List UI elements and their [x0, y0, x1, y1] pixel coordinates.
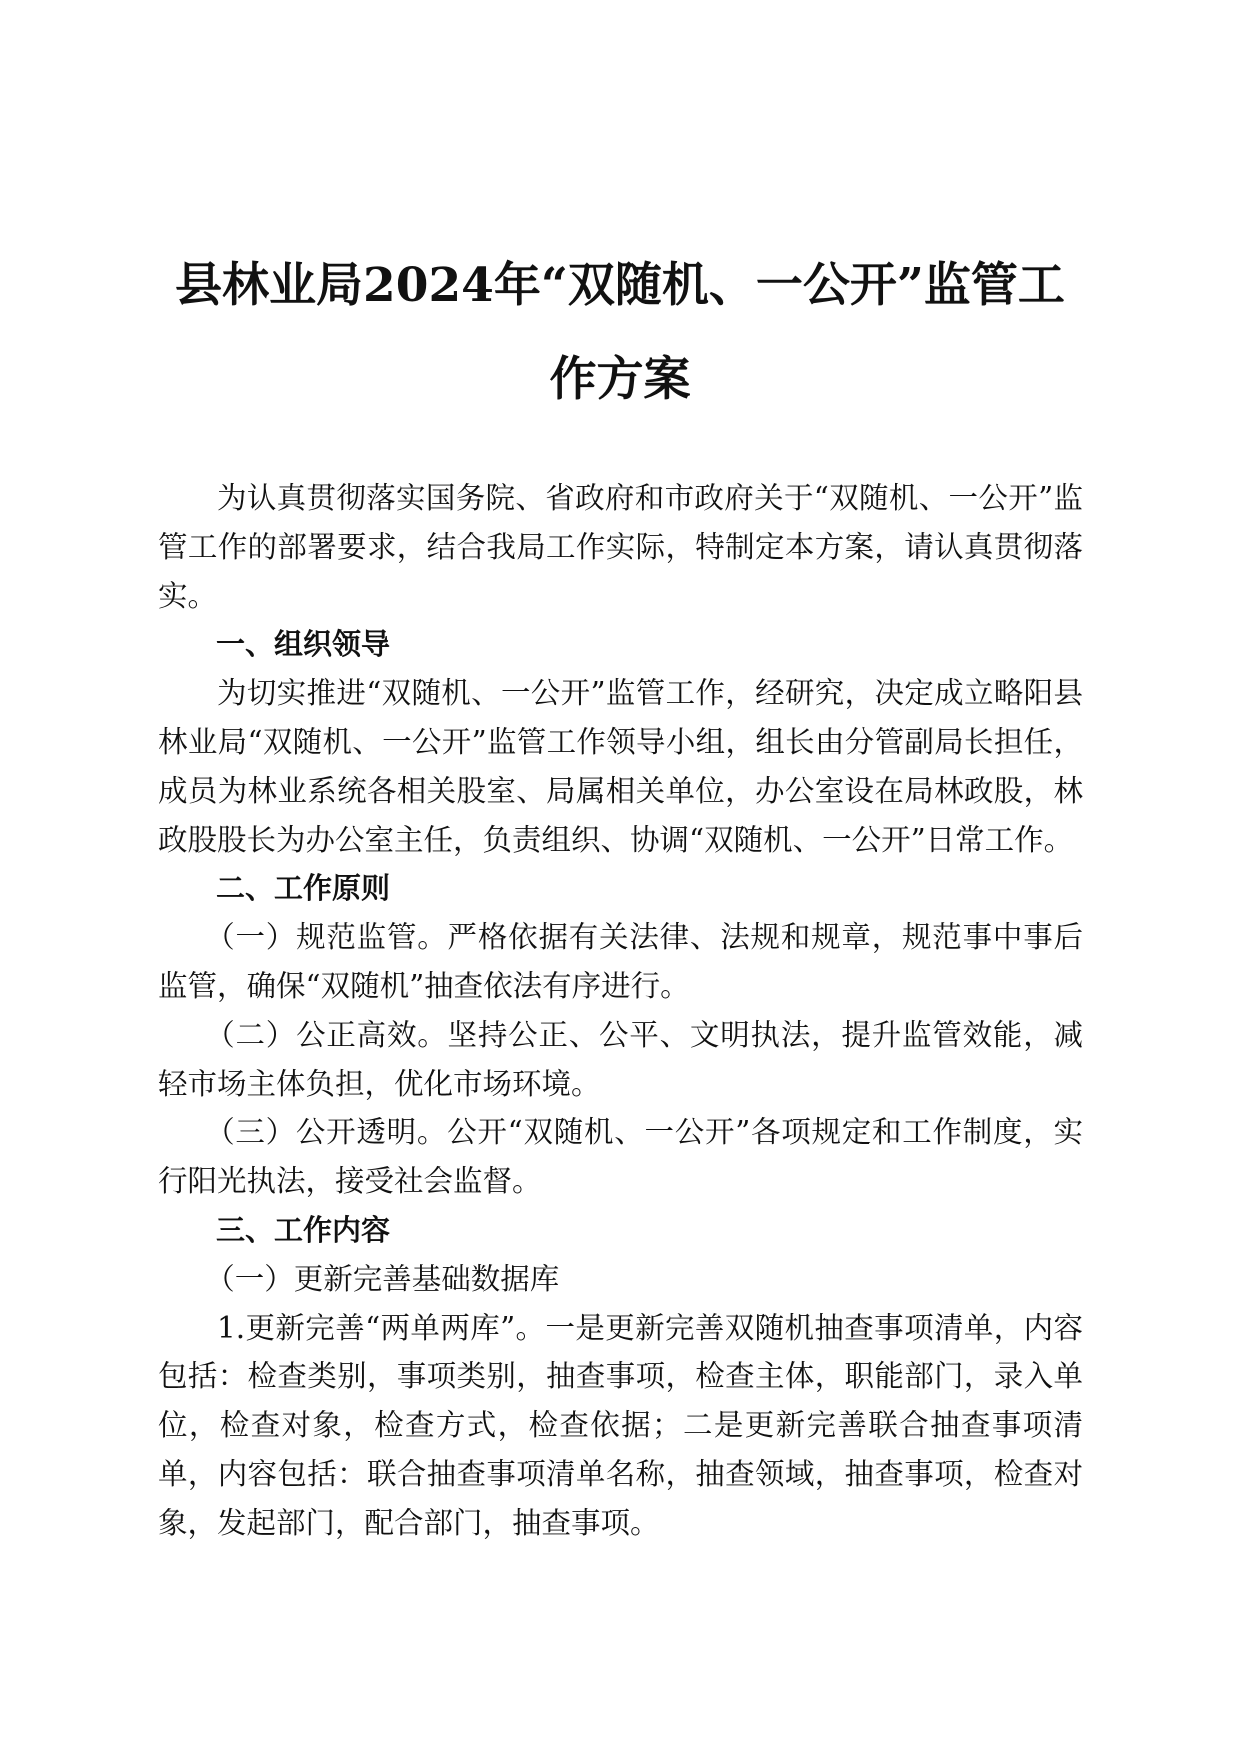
document-title-line2: 作方案 — [549, 352, 691, 407]
principle-item-3: （三）公开透明。公开“双随机、一公开”各项规定和工作制度，实行阳光执法，接受社会监督。 — [158, 1115, 1083, 1199]
section-heading-content: 三、工作内容 — [216, 1212, 391, 1247]
principle-item-1: （一）规范监管。严格依据有关法律、法规和规章，规范事中事后监管，确保“双随机”抽查依法有序进行。 — [158, 920, 1083, 1003]
document-body — [158, 474, 1083, 1548]
content-sub-heading: （一）更新完善基础数据库 — [205, 1261, 560, 1296]
section-organization-paragraph: 为切实推进“双随机、一公开”监管工作，经研究，决定成立略阳县林业局“双随机、一公开”监管工作领导小组，组长由分管副局长担任，成员为林业系统各相关股室、局属相关单位，办公室设在局林政股，林政股股长为办公室主任，负责组织、协调“双随机、一公开”日常工作。 — [158, 676, 1083, 857]
document-title-line1: 县林业局2024年“双随机、一公开”监管工 — [175, 258, 1065, 313]
principle-item-2: （二）公正高效。坚持公正、公平、文明执法，提升监管效能，减轻市场主体负担，优化市场环境。 — [158, 1017, 1083, 1101]
intro-paragraph: 为认真贯彻落实国务院、省政府和市政府关于“双随机、一公开”监管工作的部署要求，结合我局工作实际，特制定本方案，请认真贯彻落实。 — [158, 481, 1083, 613]
section-heading-organization: 一、组织领导 — [216, 627, 391, 662]
content-item-1: 1.更新完善“两单两库”。一是更新完善双随机抽查事项清单，内容包括：检查类别，事项类别，抽查事项，检查主体，职能部门，录入单位，检查对象，检查方式，检查依据；二是更新完善联合抽查事项清单，内容包括：联合抽查事项清单名称，抽查领域，抽查事项，检查对象，发起部门，配合部门，抽查事项。 — [158, 1310, 1083, 1540]
section-heading-principles: 二、工作原则 — [216, 871, 391, 906]
